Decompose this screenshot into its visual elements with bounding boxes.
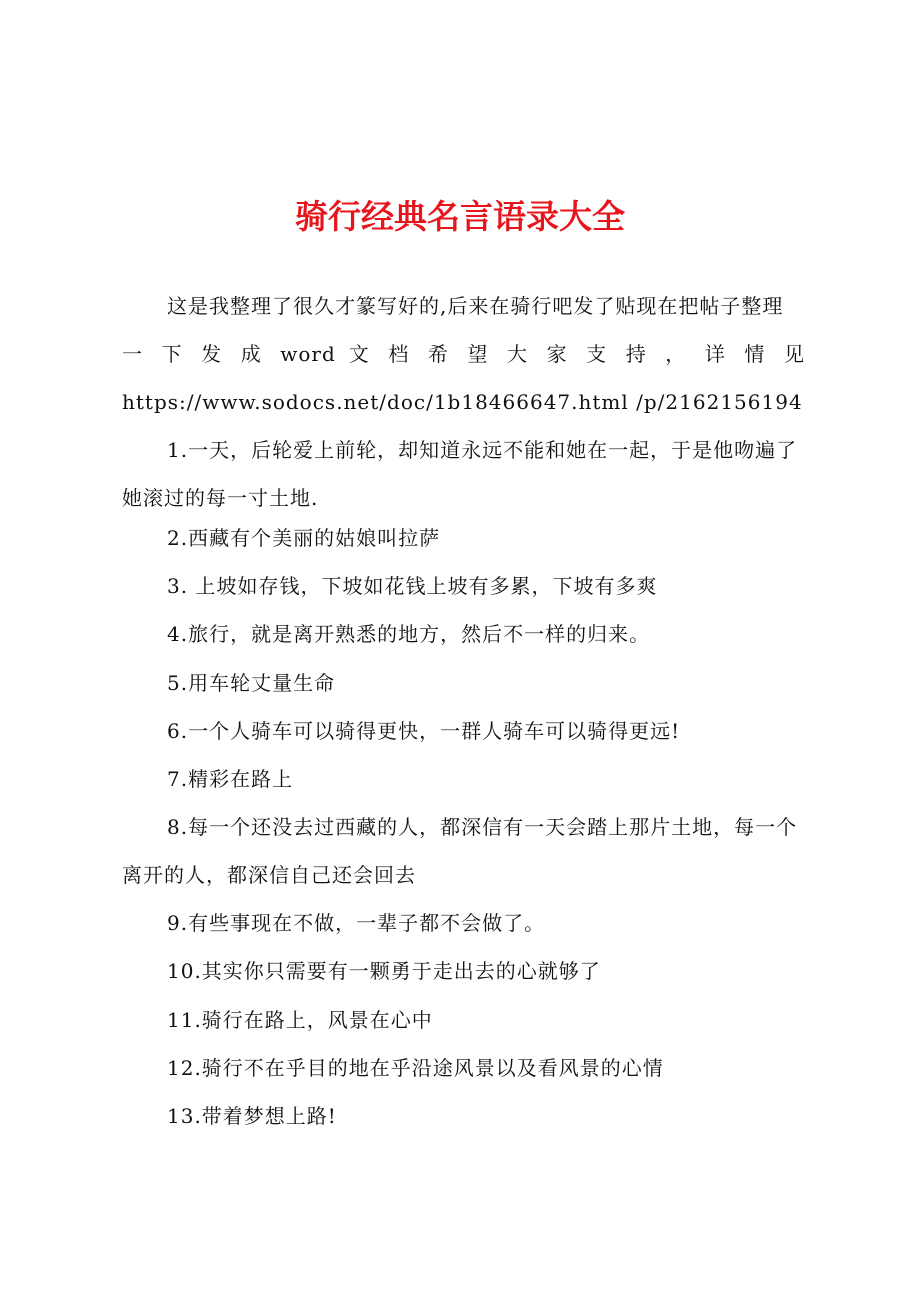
quote-item-7: 7.精彩在路上 — [167, 767, 294, 791]
quote-item-6: 6.一个人骑车可以骑得更快，一群人骑车可以骑得更远! — [167, 719, 681, 743]
intro-line-1: 这是我整理了很久才篆写好的,后来在骑行吧发了贴现在把帖子整理 — [167, 294, 784, 318]
intro-line-2: 一 下 发 成 word 文 档 希 望 大 家 支 持 ， 详 情 见 — [122, 342, 805, 366]
quote-item-13: 13.带着梦想上路! — [167, 1104, 337, 1128]
quote-item-3: 3. 上坡如存钱，下坡如花钱上坡有多累，下坡有多爽 — [167, 574, 658, 598]
quote-item-4: 4.旅行，就是离开熟悉的地方，然后不一样的归来。 — [167, 622, 651, 646]
quote-item-10: 10.其实你只需要有一颗勇于走出去的心就够了 — [167, 959, 601, 983]
quote-item-11: 11.骑行在路上，风景在心中 — [167, 1008, 433, 1032]
intro-link-line[interactable]: https://www.sodocs.net/doc/1b18466647.html /p/2162156194 — [122, 390, 803, 414]
quote-item-9: 9.有些事现在不做，一辈子都不会做了。 — [167, 911, 546, 935]
quote-item-5: 5.用车轮丈量生命 — [167, 671, 336, 695]
intro-paragraph — [122, 282, 805, 426]
quote-item-8: 8.每一个还没去过西藏的人，都深信有一天会踏上那片土地，每一个离开的人，都深信自己还会回去 — [122, 815, 798, 887]
quote-item-2: 2.西藏有个美丽的姑娘叫拉萨 — [167, 526, 441, 550]
quote-item-12: 12.骑行不在乎目的地在乎沿途风景以及看风景的心情 — [167, 1056, 664, 1080]
document-title: 骑行经典名言语录大全 — [295, 197, 625, 236]
quote-item-1: 1.一天，后轮爱上前轮，却知道永远不能和她在一起，于是他吻遍了她滚过的每一寸土地. — [122, 438, 798, 510]
